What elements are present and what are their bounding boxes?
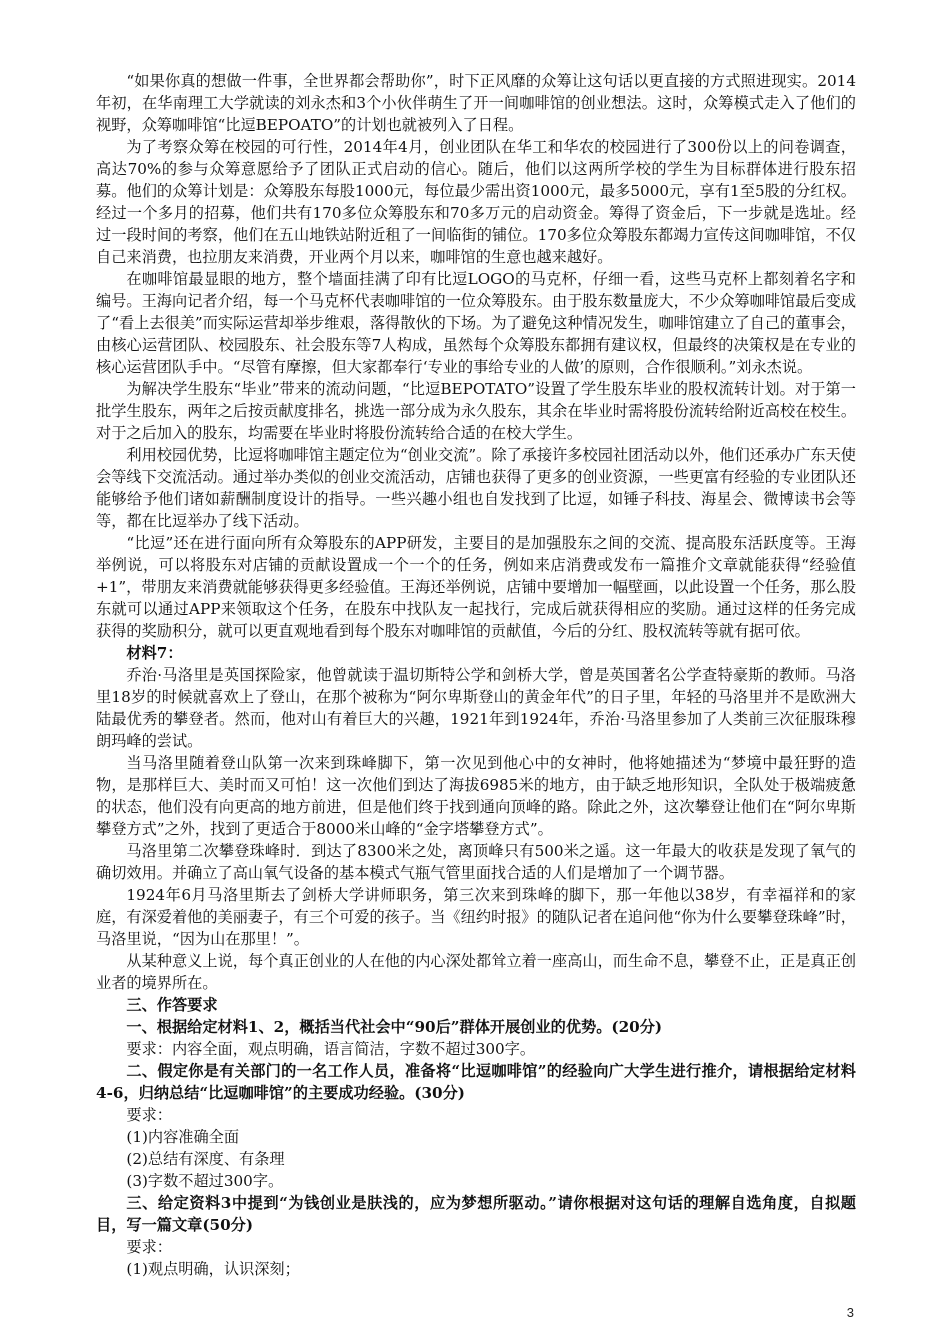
paragraph: 当马洛里随着登山队第一次来到珠峰脚下，第一次见到他心中的女神时，他将她描述为“梦境中最狂野的造物，是那样巨大、美时而又可怕！这一次他们到达了海拔6985米的地方，由于缺乏地形知识，全队处于极端疲惫的状态，他们没有向更高的地方前进，但是他们终于找到通向顶峰的路。除此之外，这次攀登让他们在“阿尔卑斯攀登方式”之外，找到了更适合于8000米山峰的“金字塔攀登方式”。 bbox=[96, 754, 856, 838]
section-heading: 三、作答要求 bbox=[126, 996, 218, 1014]
requirement-item: (1)内容准确全面 bbox=[126, 1128, 240, 1146]
paragraph: 1924年6月马洛里斯去了剑桥大学讲师职务，第三次来到珠峰的脚下，那一年他以38岁，有幸福祥和的家庭，有深爱着他的美丽妻子，有三个可爱的孩子。当《纽约时报》的随队记者在追问他“你为什么要攀登珠峰”时，马洛里说，“因为山在那里！”。 bbox=[96, 886, 856, 948]
document-body bbox=[96, 70, 856, 1280]
material7-heading: 材料7： bbox=[126, 644, 183, 662]
paragraph: 从某种意义上说，每个真正创业的人在他的内心深处都耸立着一座高山，而生命不息，攀登不止，正是真正创业者的境界所在。 bbox=[96, 952, 856, 992]
question-3-requirement-label: 要求： bbox=[126, 1238, 172, 1256]
paragraph: 利用校园优势，比逗将咖啡馆主题定位为“创业交流”。除了承接许多校园社团活动以外，他们还承办广东天使会等线下交流活动。通过举办类似的创业交流活动，店铺也获得了更多的创业资源，一些更富有经验的专业团队还能够给予他们诸如薪酬制度设计的指导。一些兴趣小组也自发找到了比逗，如锤子科技、海星会、微博读书会等等，都在比逗举办了线下活动。 bbox=[96, 446, 856, 530]
paragraph: 为解决学生股东“毕业”带来的流动问题，“比逗BEPOTATO”设置了学生股东毕业的股权流转计划。对于第一批学生股东，两年之后按贡献度排名，挑选一部分成为永久股东，其余在毕业时需将股份流转给附近高校在校生。对于之后加入的股东，均需要在毕业时将股份流转给合适的在校大学生。 bbox=[96, 380, 856, 442]
paragraph: 马洛里第二次攀登珠峰时．到达了8300米之处，离顶峰只有500米之遥。这一年最大的收获是发现了氧气的确切效用。并确立了高山氧气设备的基本模式气瓶气管里面找合适的人们是增加了一个调节器。 bbox=[96, 842, 856, 882]
paragraph: 为了考察众筹在校园的可行性，2014年4月，创业团队在华工和华农的校园进行了300份以上的问卷调查，高达70%的参与众筹意愿给予了团队正式启动的信心。随后，他们以这两所学校的学生为目标群体进行股东招募。他们的众筹计划是：众筹股东每股1000元，每位最少需出资1000元，最多5000元，享有1至5股的分红权。经过一个多月的招募，他们共有170多位众筹股东和70多万元的启动资金。筹得了资金后，下一步就是选址。经过一段时间的考察，他们在五山地铁站附近租了一间临街的铺位。170多位众筹股东都竭力宣传这间咖啡馆，不仅自己来消费，也拉朋友来消费，开业两个月以来，咖啡馆的生意也越来越好。 bbox=[96, 138, 856, 266]
paragraph: 在咖啡馆最显眼的地方，整个墙面挂满了印有比逗LOGO的马克杯，仔细一看，这些马克杯上都刻着名字和编号。王海向记者介绍，每一个马克杯代表咖啡馆的一位众筹股东。由于股东数量庞大，不少众筹咖啡馆最后变成了“看上去很美”而实际运营却举步维艰，落得散伙的下场。为了避免这种情况发生，咖啡馆建立了自己的董事会，由核心运营团队、校园股东、社会股东等7人构成，虽然每个众筹股东都拥有建议权，但最终的决策权是在专业的核心运营团队手中。“尽管有摩擦，但大家都奉行‘专业的事给专业的人做’的原则，合作很顺利。”刘永杰说。 bbox=[96, 270, 856, 376]
requirement-item: (1)观点明确，认识深刻； bbox=[126, 1260, 300, 1278]
paragraph: 乔治·马洛里是英国探险家，他曾就读于温切斯特公学和剑桥大学，曾是英国著名公学查特豪斯的教师。马洛里18岁的时候就喜欢上了登山，在那个被称为“阿尔卑斯登山的黄金年代”的日子里，年轻的马洛里并不是欧洲大陆最优秀的攀登者。然而，他对山有着巨大的兴趣，1921年到1924年，乔治·马洛里参加了人类前三次征服珠穆朗玛峰的尝试。 bbox=[96, 666, 856, 750]
question-1: 一、根据给定材料1、2，概括当代社会中“90后”群体开展创业的优势。(20分) bbox=[126, 1018, 663, 1036]
paragraph: “如果你真的想做一件事，全世界都会帮助你”，时下正风靡的众筹让这句话以更直接的方式照进现实。2014年初，在华南理工大学就读的刘永杰和3个小伙伴萌生了开一间咖啡馆的创业想法。这时，众筹模式走入了他们的视野，众筹咖啡馆“比逗BEPOATO”的计划也就被列入了日程。 bbox=[96, 72, 856, 134]
question-1-requirement: 要求：内容全面，观点明确，语言简洁，字数不超过300字。 bbox=[126, 1040, 536, 1058]
requirement-item: (3)字数不超过300字。 bbox=[126, 1172, 284, 1190]
requirement-item: (2)总结有深度、有条理 bbox=[126, 1150, 285, 1168]
question-3: 三、给定资料3中提到“为钱创业是肤浅的，应为梦想所驱动。”请你根据对这句话的理解自选角度，自拟题目，写一篇文章(50分) bbox=[96, 1194, 856, 1234]
question-2-requirement-label: 要求： bbox=[126, 1106, 172, 1124]
page-number: 3 bbox=[846, 1305, 854, 1320]
paragraph: “比逗”还在进行面向所有众筹股东的APP研发，主要目的是加强股东之间的交流、提高股东活跃度等。王海举例说，可以将股东对店铺的贡献设置成一个一个的任务，例如来店消费或发布一篇推介文章就能获得“经验值+1”，带朋友来消费就能够获得更多经验值。王海还举例说，店铺中要增加一幅壁画，以此设置一个任务，那么股东就可以通过APP来领取这个任务，在股东中找队友一起找行，完成后就获得相应的奖励。通过这样的任务完成获得的奖励积分，就可以更直观地看到每个股东对咖啡馆的贡献值，今后的分红、股权流转等就有据可依。 bbox=[96, 534, 856, 640]
question-2: 二、假定你是有关部门的一名工作人员，准备将“比逗咖啡馆”的经验向广大学生进行推介，请根据给定材料4-6，归纳总结“比逗咖啡馆”的主要成功经验。(30分) bbox=[96, 1062, 856, 1102]
